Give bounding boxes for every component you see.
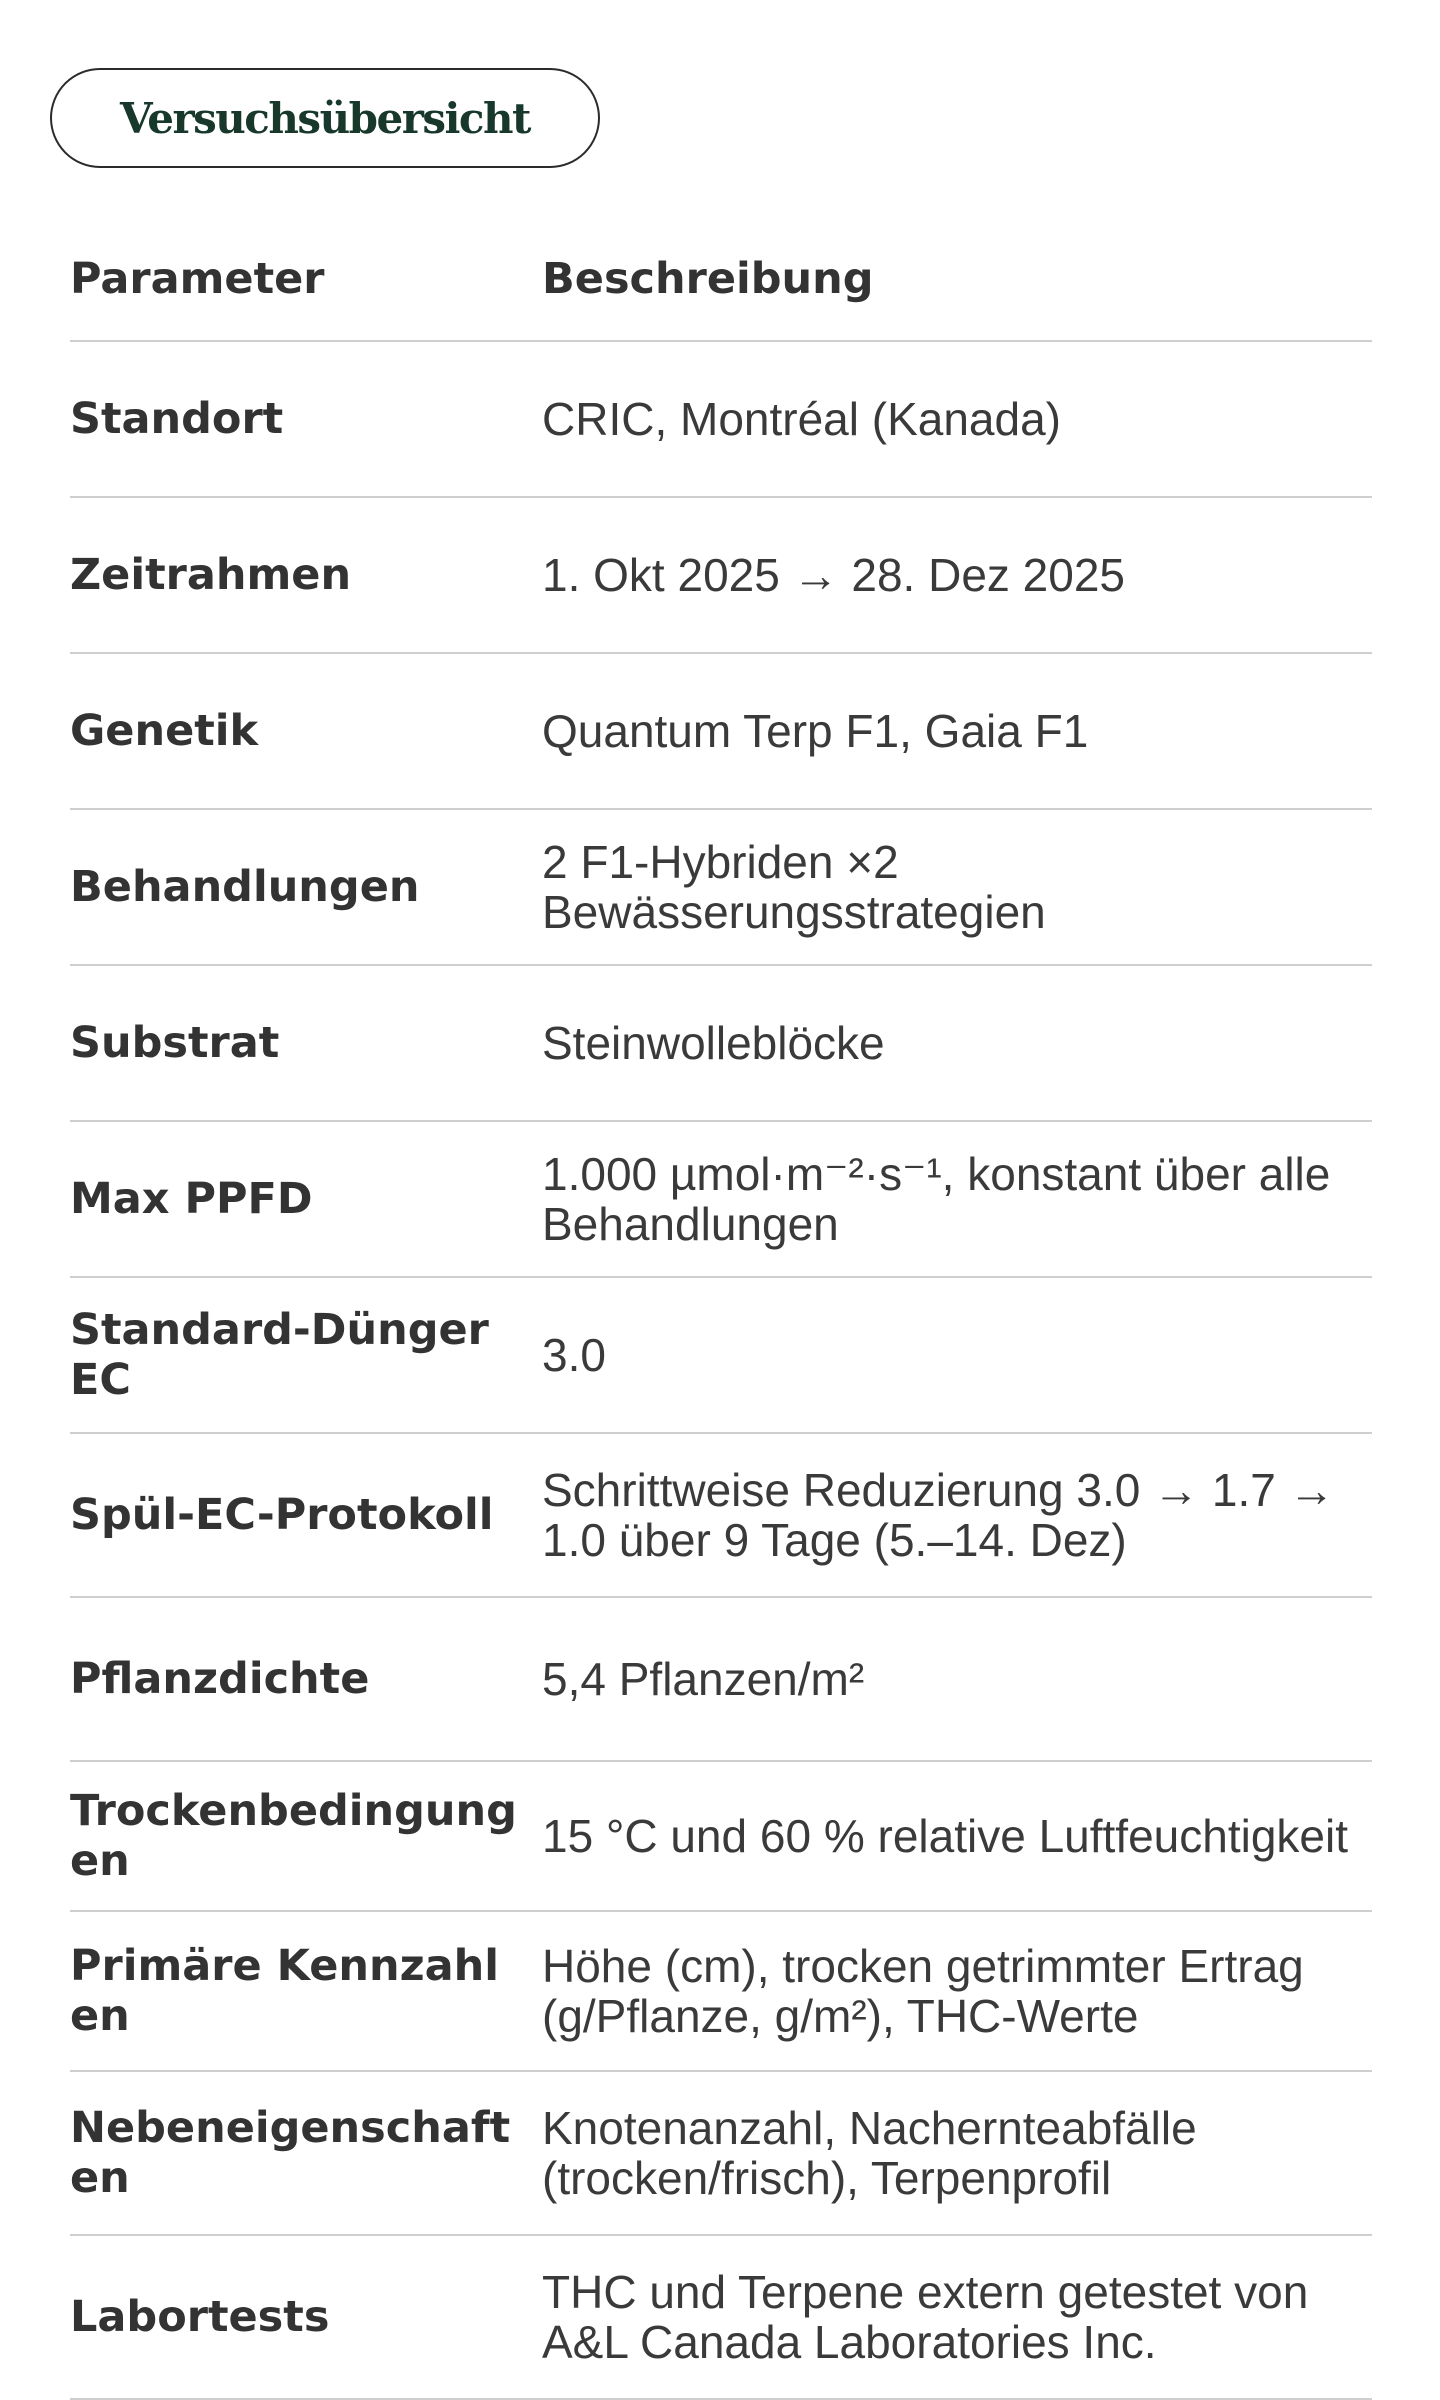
row-label: Pflanzdichte (70, 1654, 370, 1704)
table-row (70, 810, 1372, 966)
row-value: Quantum Terp F1, Gaia F1 (542, 705, 1089, 757)
row-label: Genetik (70, 706, 259, 756)
row-value: 2 F1-Hybriden ×2 Bewässerungsstrategien (542, 836, 1046, 938)
row-value: 5,4 Pflanzen/m² (542, 1653, 865, 1705)
row-label: Max PPFD (70, 1174, 313, 1224)
table-row (70, 1598, 1372, 1762)
row-value: Schrittweise Reduzierung 3.0 → 1.7 → 1.0 über 9 Tage (5.–14. Dez) (542, 1464, 1335, 1566)
row-value: CRIC, Montréal (Kanada) (542, 393, 1061, 445)
row-label: Zeitrahmen (70, 550, 352, 600)
table-header (70, 218, 1372, 342)
row-label: Nebeneigenschaften (70, 2103, 511, 2203)
row-label: Standort (70, 394, 284, 444)
section-title-badge (50, 68, 600, 168)
row-label: Behandlungen (70, 862, 420, 912)
table-row (70, 1912, 1372, 2072)
row-value: Knotenanzahl, Nachernteabfälle (trocken/frisch), Terpenprofil (542, 2102, 1197, 2204)
row-label: Substrat (70, 1018, 280, 1068)
table-row (70, 1278, 1372, 1434)
table-row (70, 342, 1372, 498)
header-description: Beschreibung (542, 254, 874, 304)
section-title: Versuchsübersicht (120, 93, 530, 143)
table-row (70, 1434, 1372, 1598)
row-value: 1. Okt 2025 → 28. Dez 2025 (542, 549, 1126, 601)
header-parameter: Parameter (70, 254, 325, 304)
row-value: Höhe (cm), trocken getrimmter Ertrag (g/Pflanze, g/m²), THC-Werte (542, 1940, 1304, 2042)
row-value: 3.0 (542, 1329, 606, 1381)
row-label: Spül-EC-Protokoll (70, 1490, 494, 1540)
row-label: Primäre Kennzahlen (70, 1941, 499, 2041)
table-row (70, 1122, 1372, 1278)
row-value: THC und Terpene extern getestet von A&L Canada Laboratories Inc. (542, 2266, 1309, 2368)
table-row (70, 1762, 1372, 1912)
row-value: Steinwolleblöcke (542, 1017, 885, 1069)
table-row (70, 2236, 1372, 2400)
row-label: Trockenbedingungen (70, 1786, 517, 1886)
table-row (70, 966, 1372, 1122)
row-value: 15 °C und 60 % relative Luftfeuchtigkeit (542, 1810, 1348, 1862)
table-row (70, 498, 1372, 654)
row-label: Standard-Dünger EC (70, 1305, 489, 1405)
row-label: Labortests (70, 2292, 330, 2342)
table-row (70, 2072, 1372, 2236)
trial-overview-table (70, 218, 1372, 2400)
row-value: 1.000 µmol·m⁻²·s⁻¹, konstant über alle Behandlungen (542, 1148, 1331, 1250)
table-row (70, 654, 1372, 810)
